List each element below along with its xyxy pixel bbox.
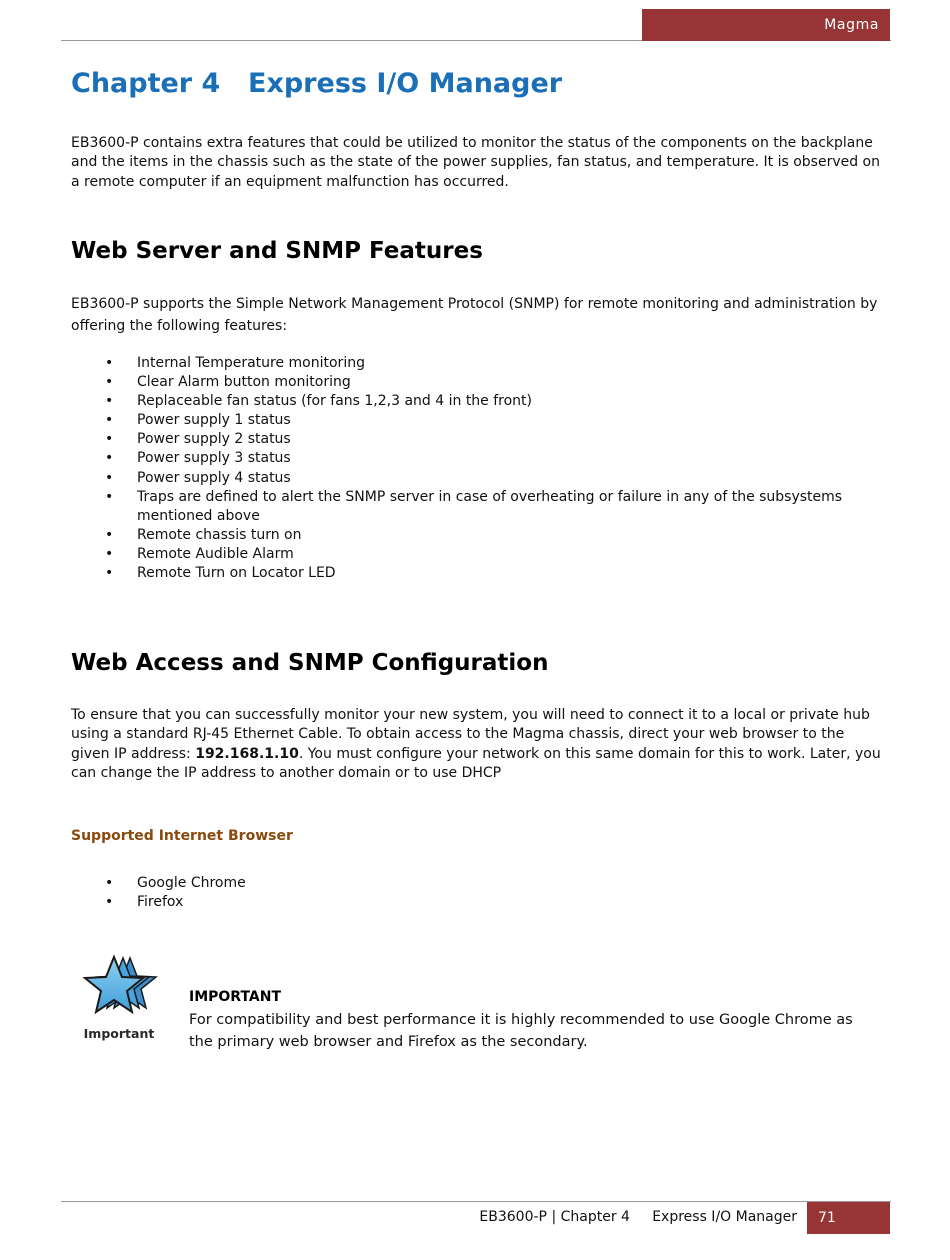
list-item bbox=[0, 411, 887, 430]
bullet-icon: • bbox=[105, 545, 114, 562]
list-item-text: Power supply 1 status bbox=[137, 412, 291, 429]
section-heading-web-server: Web Server and SNMP Features bbox=[71, 238, 483, 264]
list-item bbox=[0, 392, 887, 411]
list-item bbox=[0, 545, 887, 564]
bullet-icon: • bbox=[105, 469, 114, 486]
important-title: IMPORTANT bbox=[189, 989, 282, 1005]
important-icon-label: Important bbox=[83, 1026, 155, 1041]
chapter-name: Express I/O Manager bbox=[248, 68, 563, 99]
config-text-before: To ensure that you can successfully monitor your new system, you will need to connect it to a local or private hub using a standard RJ-45 Ethernet Cable. To obtain access to the Magma chassis, direct your web browser to the given IP address: bbox=[71, 707, 870, 762]
list-item bbox=[0, 564, 887, 583]
chapter-title bbox=[71, 68, 562, 99]
config-paragraph bbox=[71, 706, 883, 783]
bullet-icon: • bbox=[105, 450, 114, 467]
list-item bbox=[0, 373, 887, 392]
bullet-icon: • bbox=[105, 355, 114, 371]
header-brand: Magma bbox=[824, 17, 879, 33]
important-icon bbox=[72, 950, 167, 1050]
list-item-text: Firefox bbox=[137, 894, 184, 911]
config-text-after: . You must configure your network on this same domain for this to work. Later, you can change the IP address to another domain or to use DHCP bbox=[71, 745, 881, 781]
header-brand-tab bbox=[642, 9, 890, 41]
list-item-text: Power supply 3 status bbox=[137, 450, 291, 467]
list-item bbox=[0, 469, 887, 488]
list-item bbox=[0, 893, 887, 912]
bullet-icon: • bbox=[105, 412, 114, 429]
list-item-text: Google Chrome bbox=[137, 875, 246, 891]
bullet-icon: • bbox=[105, 565, 114, 582]
bullet-icon: • bbox=[105, 374, 114, 391]
list-item-text: Power supply 4 status bbox=[137, 469, 291, 486]
star-icon bbox=[72, 950, 167, 1050]
list-item-text: Remote chassis turn on bbox=[137, 526, 302, 543]
list-item-text: Internal Temperature monitoring bbox=[137, 355, 365, 371]
page-number: 71 bbox=[818, 1210, 836, 1226]
bullet-icon: • bbox=[105, 894, 114, 911]
important-text: For compatibility and best performance it is highly recommended to use Google Chrome as the primary web browser and Firefox as the secondary. bbox=[189, 1012, 853, 1050]
page-number-tab bbox=[807, 1202, 890, 1234]
list-item bbox=[0, 430, 887, 449]
footer-text: EB3600-P | Chapter 4 Express I/O Manager bbox=[479, 1209, 797, 1225]
ip-address: 192.168.1.10 bbox=[195, 745, 299, 762]
list-item-text: Traps are defined to alert the SNMP server in case of overheating or failure in any of the subsystems mentioned above bbox=[137, 488, 843, 524]
bullet-icon: • bbox=[105, 875, 114, 891]
snmp-paragraph: EB3600-P supports the Simple Network Management Protocol (SNMP) for remote monitoring and administration by offering the following features: bbox=[71, 296, 878, 334]
chapter-number: Chapter 4 bbox=[71, 68, 221, 99]
list-item-text: Replaceable fan status (for fans 1,2,3 and 4 in the front) bbox=[137, 393, 533, 410]
list-item-text: Clear Alarm button monitoring bbox=[137, 374, 351, 391]
section-heading-web-access: Web Access and SNMP Configuration bbox=[71, 650, 549, 676]
bullet-icon: • bbox=[105, 431, 114, 448]
footer-rule bbox=[61, 1201, 891, 1202]
browsers-heading: Supported Internet Browser bbox=[71, 828, 293, 844]
list-item bbox=[0, 354, 887, 373]
list-item bbox=[0, 874, 887, 893]
list-item-text: Remote Turn on Locator LED bbox=[137, 565, 336, 582]
list-item-text: Remote Audible Alarm bbox=[137, 545, 294, 562]
list-item bbox=[0, 449, 887, 468]
list-item bbox=[0, 488, 887, 526]
bullet-icon: • bbox=[105, 526, 114, 543]
list-item-text: Power supply 2 status bbox=[137, 431, 291, 448]
features-list bbox=[0, 354, 887, 583]
browsers-list bbox=[0, 874, 887, 912]
list-item bbox=[0, 526, 887, 545]
intro-paragraph: EB3600-P contains extra features that could be utilized to monitor the status of the components on the backplane and the items in the chassis such as the state of the power supplies, fan status, and temperature. It is observed on a remote computer if an equipment malfunction has occurred. bbox=[71, 135, 880, 190]
bullet-icon: • bbox=[105, 393, 114, 410]
bullet-icon: • bbox=[105, 488, 114, 505]
